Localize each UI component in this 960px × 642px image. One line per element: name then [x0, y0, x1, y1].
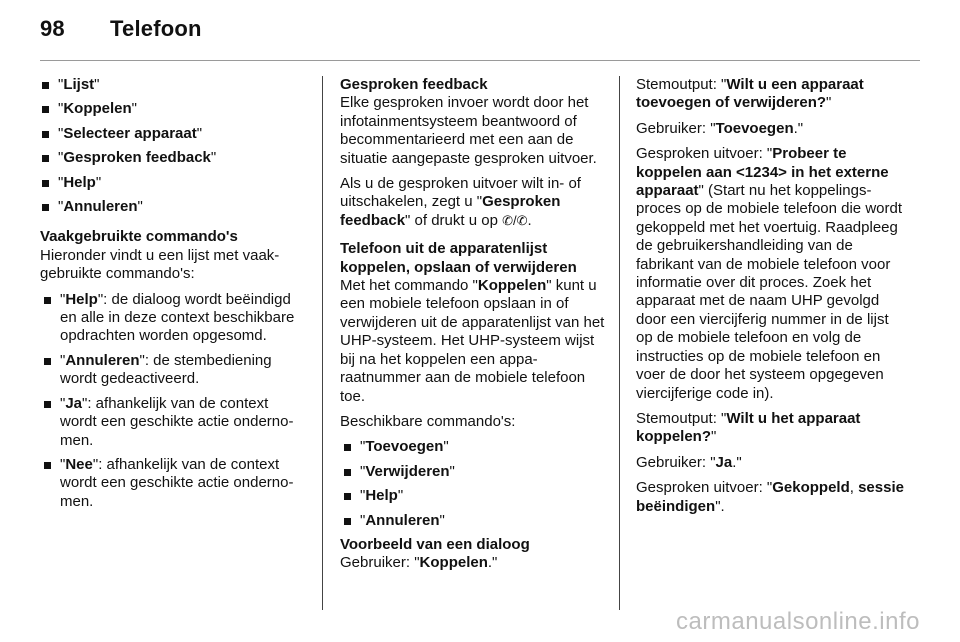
column-divider [322, 76, 323, 610]
paragraph: Als u de gesproken uitvoer wilt in- of uitschakelen, zegt u "Gesproken feedback" of drukt u op ✆/✆. [340, 175, 581, 229]
list-item: "Annuleren" [40, 198, 308, 216]
page-number: 98 [40, 16, 65, 41]
paragraph: Gesproken uitvoer: "Gekoppeld, sessie beëindigen". [636, 479, 904, 515]
paragraph: Gesproken uitvoer: "Probeer te koppelen aan <1234> in het externe apparaat" (Start nu het koppelingsproces op de mobiele telefoon die wordt gekoppeld met het voertuig. Raadpleeg de gebruikershandleiding van de fabrikant van de mobiele telefoon voor informatie over dit proces. Zoek het apparaat met de naam UHP gevolgd door een viercijferig nummer in de lijst op de mobiele telefoon en volg de instructies op de mobiele telefoon en voer de door het systeem opgegeven viercijferige code in). [636, 145, 903, 402]
list-item: "Ja": afhankelijk van de context wordt een geschikte actie ondernomen. [42, 395, 308, 450]
section-heading: Vaakgebruikte commando's [40, 228, 238, 246]
list-item: "Annuleren": de stembediening wordt gedeactiveerd. [42, 352, 308, 389]
list-item: "Koppelen" [40, 100, 308, 118]
list-item: "Gesproken feedback" [40, 149, 308, 167]
list-item: "Verwijderen" [342, 463, 608, 481]
available-command-list [340, 438, 608, 530]
section-heading: Voorbeeld van een dialoog [340, 535, 530, 553]
menu-command-list [40, 76, 308, 216]
column-2 [340, 76, 608, 580]
column-1 [40, 76, 308, 517]
page-header [40, 16, 202, 42]
paragraph: Hieronder vindt u een lijst met vaakgebruikte commando's: [40, 246, 280, 283]
list-item: "Lijst" [40, 76, 308, 94]
list-item: "Toevoegen" [342, 438, 608, 456]
header-rule [40, 60, 920, 61]
list-item: "Help" [342, 487, 608, 505]
paragraph: Beschikbare commando's: [340, 412, 516, 430]
phone-icon: ✆/✆ [502, 212, 528, 228]
paragraph: Gebruiker: "Ja." [636, 453, 742, 471]
paragraph: Stemoutput: "Wilt u een apparaat toevoegen of verwijderen?" [636, 76, 864, 112]
list-item: "Nee": afhankelijk van de context wordt een geschikte actie ondernomen. [42, 456, 308, 511]
page-title: Telefoon [110, 16, 202, 41]
list-item: "Help" [40, 174, 308, 192]
paragraph: Elke gesproken invoer wordt door het infotainmentsysteem beantwoord of becommentarieerd met een aan de situatie aangepaste gesproken uitvoer. [340, 94, 597, 167]
column-3 [636, 76, 906, 523]
paragraph: Met het commando "Koppelen" kunt u een mobiele telefoon opslaan in of verwijderen uit de apparatenlijst van het UHP-systeem. Het UHP-systeem wijst bij na het koppelen een apparaatnummer aan de mobiele telefoon toe. [340, 277, 605, 405]
column-divider [619, 76, 620, 610]
watermark: carmanualsonline.info [676, 608, 920, 635]
list-item: "Annuleren" [342, 512, 608, 530]
paragraph: Gebruiker: "Toevoegen." [636, 119, 804, 137]
list-item: "Selecteer apparaat" [40, 125, 308, 143]
paragraph: Stemoutput: "Wilt u het apparaat koppelen?" [636, 409, 861, 446]
list-item: "Help": de dialoog wordt beëindigd en alle in deze context beschikbare opdrachten worden opgesomd. [42, 291, 308, 346]
section-heading: Telefoon uit de apparatenlijst koppelen, opslaan of verwijderen [340, 240, 577, 276]
common-command-list [40, 291, 308, 511]
paragraph: Gebruiker: "Koppelen." [340, 554, 498, 572]
section-heading: Gesproken feedback [340, 76, 488, 93]
